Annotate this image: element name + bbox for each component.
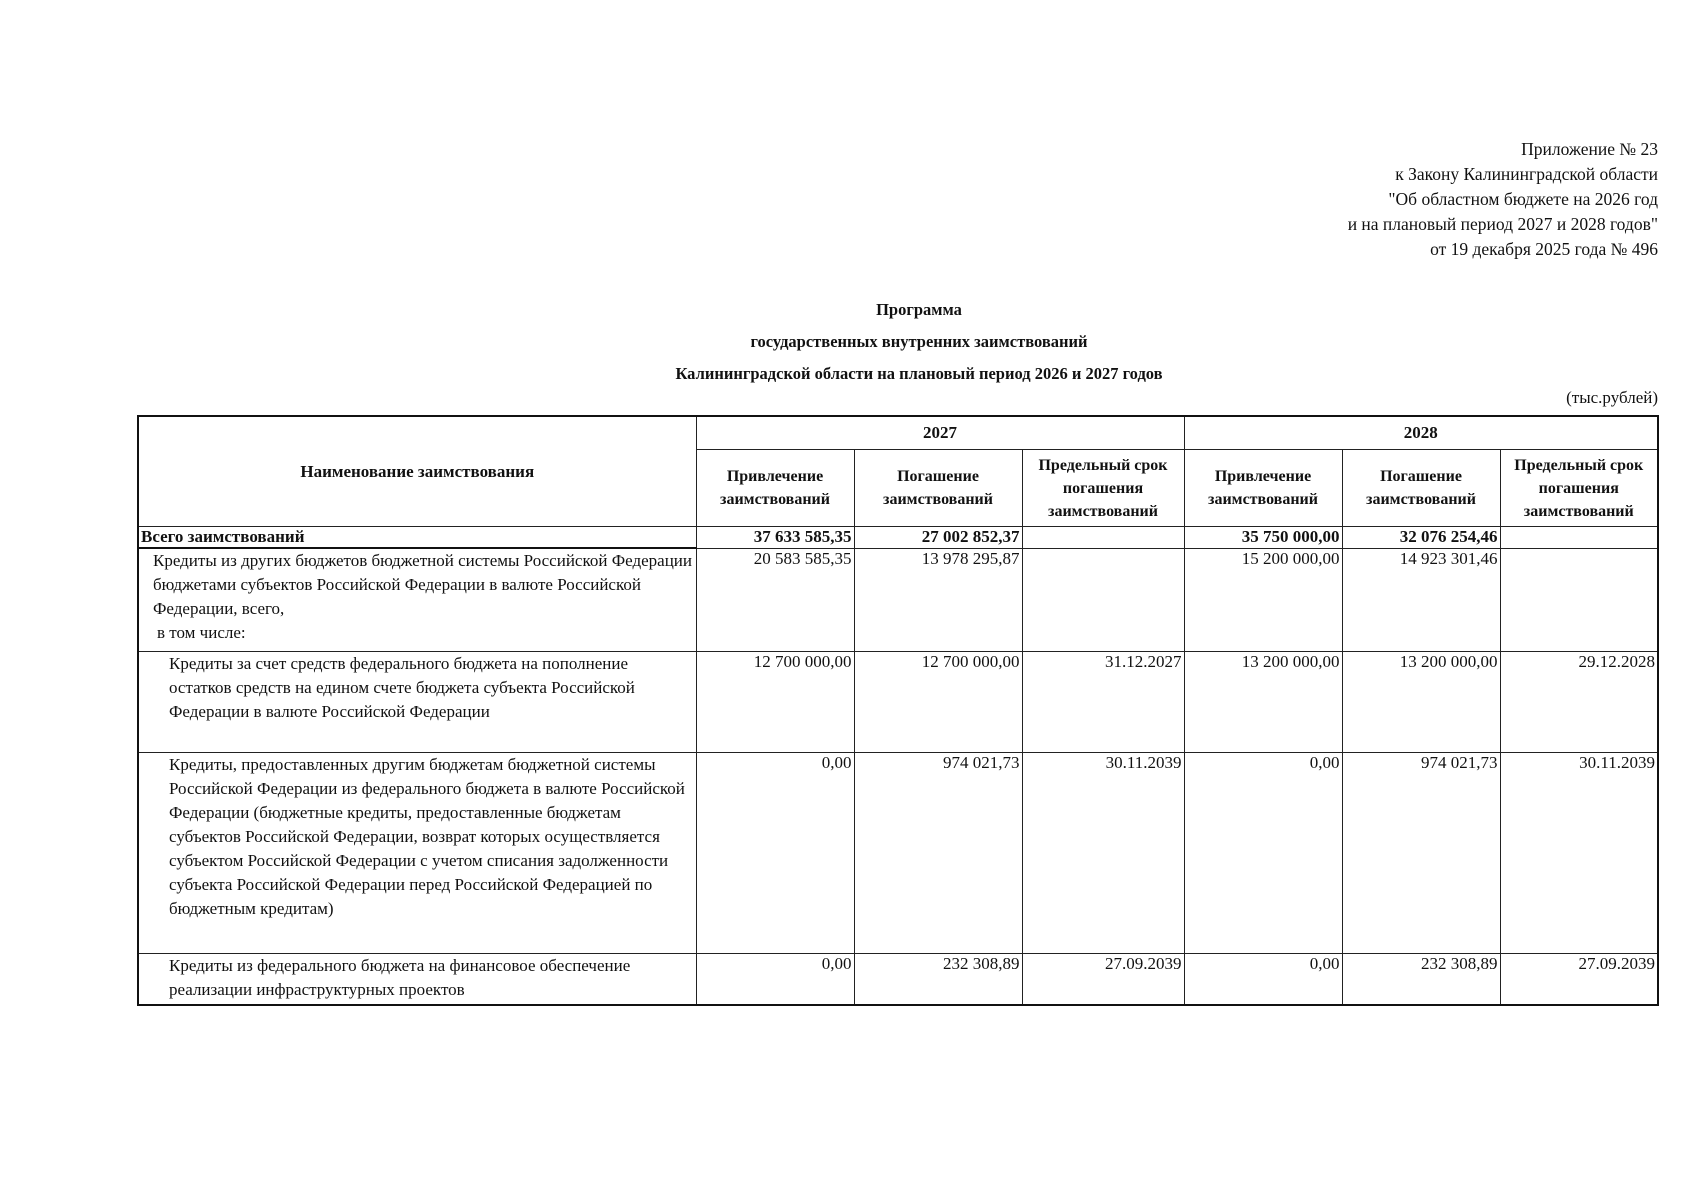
attract-2028: 15 200 000,00 xyxy=(1184,548,1342,652)
attract-2027: 20 583 585,35 xyxy=(696,548,854,652)
term-header-2028: Предельный срок погашения заимствований xyxy=(1500,450,1658,527)
repay-2028: 232 308,89 xyxy=(1342,954,1500,1006)
table-row xyxy=(138,548,1658,652)
repay-2028: 13 200 000,00 xyxy=(1342,652,1500,753)
repay-2028: 32 076 254,46 xyxy=(1342,527,1500,549)
term-2028: 30.11.2039 xyxy=(1500,753,1658,954)
document-title xyxy=(0,294,1697,390)
term-2028 xyxy=(1500,548,1658,652)
repay-2027: 27 002 852,37 xyxy=(854,527,1022,549)
row-name-sub: в том числе: xyxy=(157,623,246,642)
term-2028: 27.09.2039 xyxy=(1500,954,1658,1006)
attract-2027: 0,00 xyxy=(696,753,854,954)
annex-reference xyxy=(1348,137,1658,262)
title-line-1: Программа xyxy=(876,300,962,319)
table-row xyxy=(138,652,1658,753)
annex-law-title-cont: и на плановый период 2027 и 2028 годов" xyxy=(1347,214,1658,234)
annex-number: Приложение № 23 xyxy=(1521,139,1658,159)
row-name: Кредиты за счет средств федерального бюджета на пополнение остатков средств на едином счете бюджета субъекта Российской Федерации в валюте Российской Федерации xyxy=(138,652,696,753)
year-header-2028: 2028 xyxy=(1184,416,1658,450)
term-2027: 31.12.2027 xyxy=(1022,652,1184,753)
title-line-2: государственных внутренних заимствований xyxy=(750,332,1088,351)
attract-2028: 13 200 000,00 xyxy=(1184,652,1342,753)
term-2027: 30.11.2039 xyxy=(1022,753,1184,954)
attract-header-2028: Привлечение заимствований xyxy=(1184,450,1342,527)
attract-2028: 35 750 000,00 xyxy=(1184,527,1342,549)
repay-2027: 12 700 000,00 xyxy=(854,652,1022,753)
term-2027 xyxy=(1022,527,1184,549)
attract-2027: 12 700 000,00 xyxy=(696,652,854,753)
header-row-years xyxy=(138,416,1658,450)
repay-2027: 13 978 295,87 xyxy=(854,548,1022,652)
repay-2028: 974 021,73 xyxy=(1342,753,1500,954)
attract-2028: 0,00 xyxy=(1184,954,1342,1006)
borrowing-table xyxy=(137,415,1659,1006)
term-2027: 27.09.2039 xyxy=(1022,954,1184,1006)
title-line-3: Калининградской области на плановый период 2026 и 2027 годов xyxy=(675,364,1163,383)
repay-2028: 14 923 301,46 xyxy=(1342,548,1500,652)
repay-header-2027: Погашение заимствований xyxy=(854,450,1022,527)
year-header-2027: 2027 xyxy=(696,416,1184,450)
row-name: Кредиты, предоставленных другим бюджетам бюджетной системы Российской Федерации из федерального бюджета в валюте Российской Федерации (бюджетные кредиты, предоставленные бюджетам субъектов Российской Федерации, возврат которых осуществляется субъектом Российской Федерации с учетом списания задолженности субъекта Российской Федерации перед Российской Федерацией по бюджетным кредитам) xyxy=(138,753,696,954)
name-column-header: Наименование заимствования xyxy=(138,416,696,527)
term-2028 xyxy=(1500,527,1658,549)
row-name: Всего заимствований xyxy=(138,527,696,549)
term-header-2027: Предельный срок погашения заимствований xyxy=(1022,450,1184,527)
row-name-text: Кредиты из других бюджетов бюджетной системы Российской Федерации бюджетами субъектов Российской Федерации в валюте Российской Федерации, всего, xyxy=(153,551,692,618)
table-row xyxy=(138,753,1658,954)
row-name: Кредиты из федерального бюджета на финансовое обеспечение реализации инфраструктурных проектов xyxy=(138,954,696,1006)
attract-header-2027: Привлечение заимствований xyxy=(696,450,854,527)
repay-2027: 974 021,73 xyxy=(854,753,1022,954)
row-name xyxy=(138,548,696,652)
attract-2028: 0,00 xyxy=(1184,753,1342,954)
term-2027 xyxy=(1022,548,1184,652)
repay-header-2028: Погашение заимствований xyxy=(1342,450,1500,527)
repay-2027: 232 308,89 xyxy=(854,954,1022,1006)
table-row xyxy=(138,954,1658,1006)
attract-2027: 37 633 585,35 xyxy=(696,527,854,549)
units-label: (тыс.рублей) xyxy=(1566,388,1658,407)
annex-law-title: "Об областном бюджете на 2026 год xyxy=(1388,189,1658,209)
annex-law: к Закону Калининградской области xyxy=(1395,164,1658,184)
term-2028: 29.12.2028 xyxy=(1500,652,1658,753)
table-row-total xyxy=(138,527,1658,549)
attract-2027: 0,00 xyxy=(696,954,854,1006)
annex-date: от 19 декабря 2025 года № 496 xyxy=(1430,239,1658,259)
